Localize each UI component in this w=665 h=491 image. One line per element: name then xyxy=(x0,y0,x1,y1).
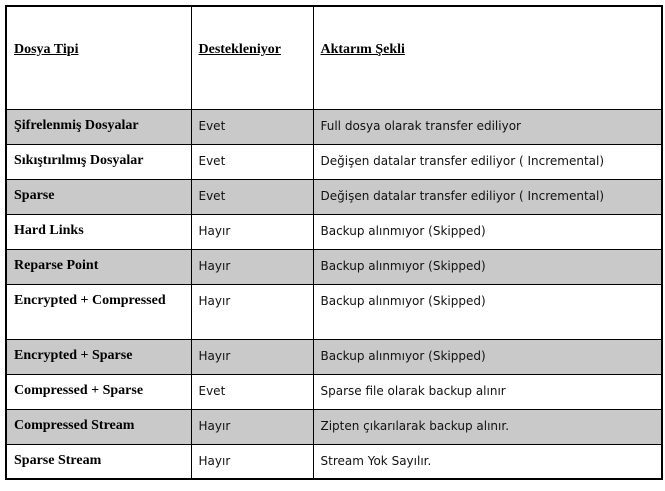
column-header-file-type: Dosya Tipi xyxy=(6,6,191,109)
file-type-support-table xyxy=(5,5,663,480)
supported-cell: Hayır xyxy=(191,339,313,374)
supported-cell: Hayır xyxy=(191,249,313,284)
header-row xyxy=(6,6,662,109)
transfer-mode-cell: Stream Yok Sayılır. xyxy=(313,444,662,479)
supported-cell: Hayır xyxy=(191,409,313,444)
file-type-cell: Sparse xyxy=(6,179,191,214)
transfer-mode-cell: Değişen datalar transfer ediliyor ( Incremental) xyxy=(313,179,662,214)
supported-cell: Evet xyxy=(191,179,313,214)
transfer-mode-cell: Değişen datalar transfer ediliyor ( Incremental) xyxy=(313,144,662,179)
table-row xyxy=(6,179,662,214)
supported-cell: Evet xyxy=(191,144,313,179)
transfer-mode-cell: Zipten çıkarılarak backup alınır. xyxy=(313,409,662,444)
file-type-cell: Encrypted + Sparse xyxy=(6,339,191,374)
column-header-supported: Destekleniyor xyxy=(191,6,313,109)
file-type-cell: Sıkıştırılmış Dosyalar xyxy=(6,144,191,179)
file-type-cell: Hard Links xyxy=(6,214,191,249)
column-header-transfer-mode: Aktarım Şekli xyxy=(313,6,662,109)
supported-cell: Hayır xyxy=(191,444,313,479)
table-row xyxy=(6,109,662,144)
table-row xyxy=(6,374,662,409)
table-row xyxy=(6,284,662,339)
transfer-mode-cell: Backup alınmıyor (Skipped) xyxy=(313,214,662,249)
transfer-mode-cell: Backup alınmıyor (Skipped) xyxy=(313,284,662,339)
file-type-cell: Sparse Stream xyxy=(6,444,191,479)
supported-cell: Evet xyxy=(191,374,313,409)
supported-cell: Hayır xyxy=(191,214,313,249)
file-type-cell: Encrypted + Compressed xyxy=(6,284,191,339)
table-row xyxy=(6,144,662,179)
file-type-cell: Reparse Point xyxy=(6,249,191,284)
supported-cell: Hayır xyxy=(191,284,313,339)
transfer-mode-cell: Backup alınmıyor (Skipped) xyxy=(313,339,662,374)
file-type-cell: Compressed + Sparse xyxy=(6,374,191,409)
table-row xyxy=(6,249,662,284)
file-type-cell: Şifrelenmiş Dosyalar xyxy=(6,109,191,144)
supported-cell: Evet xyxy=(191,109,313,144)
table-row xyxy=(6,339,662,374)
transfer-mode-cell: Backup alınmıyor (Skipped) xyxy=(313,249,662,284)
transfer-mode-cell: Sparse file olarak backup alınır xyxy=(313,374,662,409)
table-row xyxy=(6,409,662,444)
file-type-cell: Compressed Stream xyxy=(6,409,191,444)
table-row xyxy=(6,214,662,249)
transfer-mode-cell: Full dosya olarak transfer ediliyor xyxy=(313,109,662,144)
table-row xyxy=(6,444,662,479)
